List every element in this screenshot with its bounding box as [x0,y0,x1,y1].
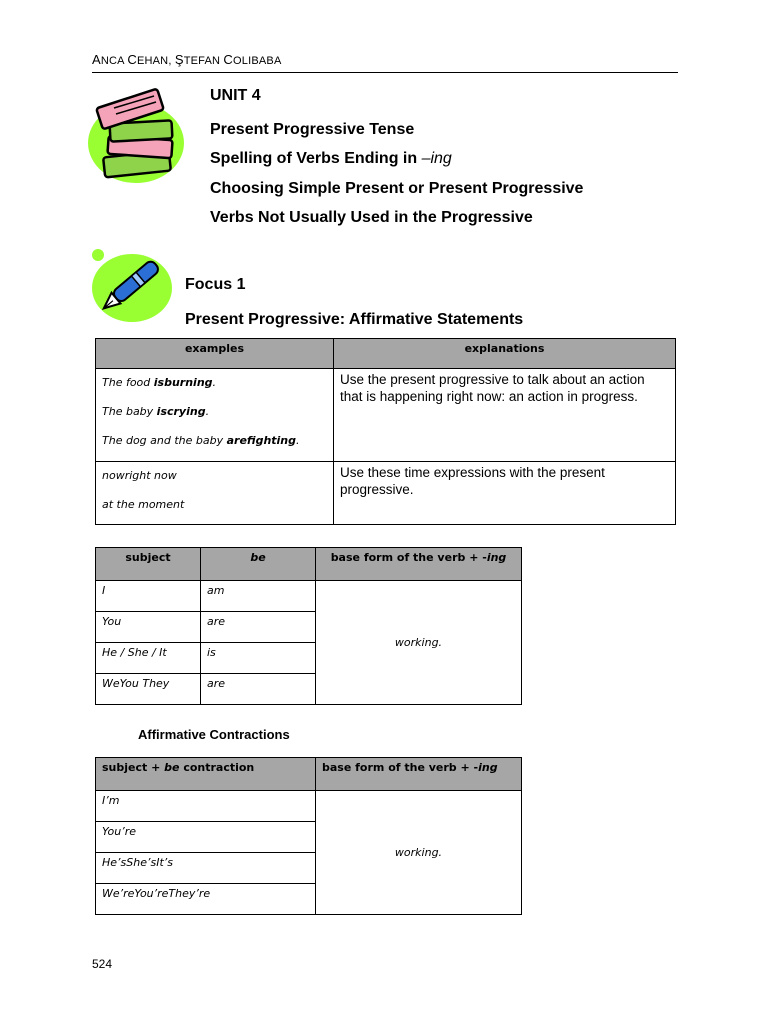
examples-table [95,338,676,525]
books-icon [84,88,194,188]
examples-cell [96,369,334,462]
be-cell: are [201,674,316,705]
verb-cell: working. [316,581,522,705]
header-explanations: explanations [334,339,676,369]
contractions-heading: Affirmative Contractions [138,727,290,742]
example-sentence: The baby iscrying. [102,405,210,418]
subject-cell: I [96,581,201,612]
toc-ing-suffix: –ing [421,150,452,167]
be-cell: are [201,612,316,643]
focus-title: Focus 1 [185,276,246,293]
example-sentence: The dog and the baby arefighting. [102,434,300,447]
contractions-table [95,757,522,915]
contraction-cell: He’sShe’sIt’s [96,853,316,884]
header-subject: subject [96,548,201,581]
be-cell: is [201,643,316,674]
header-examples: examples [96,339,334,369]
time-expressions-cell [96,462,334,525]
verb-cell: working. [316,791,522,915]
be-conjugation-table [95,547,522,705]
time-expression: at the moment [102,498,185,511]
explanation-cell: Use the present progressive to talk about an action that is happening right now: an action in progress. [334,369,676,462]
toc-line-4: Verbs Not Usually Used in the Progressive [210,209,533,226]
example-sentence: The food isburning. [102,376,217,389]
contraction-cell: You’re [96,822,316,853]
header-rule [92,72,678,73]
page-number: 524 [92,957,113,971]
time-expression: nowright now [102,469,177,482]
subject-cell: WeYou They [96,674,201,705]
header-contraction: subject + be contraction [96,758,316,791]
contraction-cell: I’m [96,791,316,822]
subject-cell: You [96,612,201,643]
toc-line-1: Present Progressive Tense [210,121,415,138]
contraction-cell: We’reYou’reThey’re [96,884,316,915]
subject-cell: He / She / It [96,643,201,674]
header-base-form: base form of the verb + -ing [316,758,522,791]
header-base-form: base form of the verb + -ing [316,548,522,581]
fountain-pen-icon [88,246,180,326]
focus-subtitle: Present Progressive: Affirmative Statements [185,311,524,328]
be-cell: am [201,581,316,612]
header-be: be [201,548,316,581]
toc-line-3: Choosing Simple Present or Present Progressive [210,180,584,197]
toc-line-2: Spelling of Verbs Ending in –ing [210,150,452,167]
unit-title: UNIT 4 [210,87,261,104]
author-header: ANCA CEHAN, ŞTEFAN COLIBABA [92,52,282,67]
explanation-cell: Use these time expressions with the present progressive. [334,462,676,525]
